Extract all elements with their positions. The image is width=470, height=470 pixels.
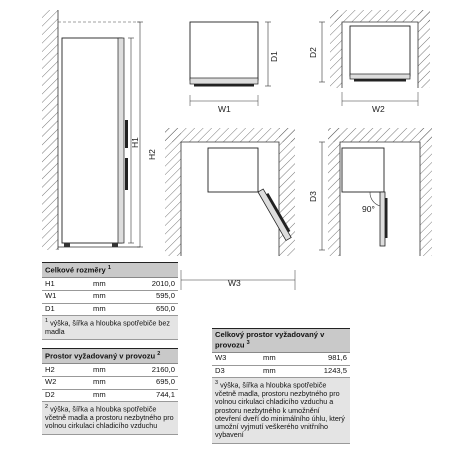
label-w2: W2 <box>372 104 385 114</box>
table-footnote: $^2$ výška, šířka a hloubka spotřebiče včetně madla a prostoru nezbytného pro volnou cirkulaci chladicího vzduchu <box>42 402 178 434</box>
label-d2: D2 <box>308 47 318 58</box>
table-overall-dimensions <box>42 262 178 340</box>
label-h2: H2 <box>147 149 157 160</box>
table-title: Prostor vyžadovaný v provozu $^2$ <box>42 348 178 364</box>
table-row: W2 mm 695,0 <box>42 377 178 390</box>
table-title: Celkové rozměry $^1$ <box>42 262 178 278</box>
table-space-operation <box>42 348 178 435</box>
table-footnote: $^1$ výška, šířka a hloubka spotřebiče bez madla <box>42 316 178 340</box>
table-row: D3 mm 1243,5 <box>212 366 350 379</box>
label-d3: D3 <box>308 191 318 202</box>
door-opening-d3-drawing <box>319 128 432 256</box>
table-total-space <box>212 328 350 444</box>
door-opening-w3-drawing <box>165 128 295 290</box>
table-row: H2 mm 2160,0 <box>42 364 178 377</box>
table-row: D2 mm 744,1 <box>42 390 178 403</box>
top-view-w2-drawing <box>319 10 430 106</box>
table-row: W3 mm 981,6 <box>212 353 350 366</box>
top-view-w1-drawing <box>190 22 271 106</box>
label-h1: H1 <box>130 137 140 148</box>
table-row: W1 mm 595,0 <box>42 291 178 304</box>
label-angle: 90° <box>362 204 375 214</box>
table-title: Celkový prostor vyžadovaný v provozu $^3$ <box>212 328 350 353</box>
side-view-drawing <box>42 10 143 250</box>
table-footnote: $^3$ výška, šířka a hloubka spotřebiče včetně madla, prostoru nezbytného pro volnou cirkulaci chladicího vzduchu a prostoru nezbytného k umožnění otevření dveří do minimálního úhlu, který umožní vyjmutí veškerého vnitřního vybavení <box>212 378 350 443</box>
label-w1: W1 <box>218 104 231 114</box>
label-d1: D1 <box>269 51 279 62</box>
label-w3: W3 <box>228 278 241 288</box>
table-row: H1 mm 2010,0 <box>42 278 178 291</box>
table-row: D1 mm 650,0 <box>42 304 178 317</box>
